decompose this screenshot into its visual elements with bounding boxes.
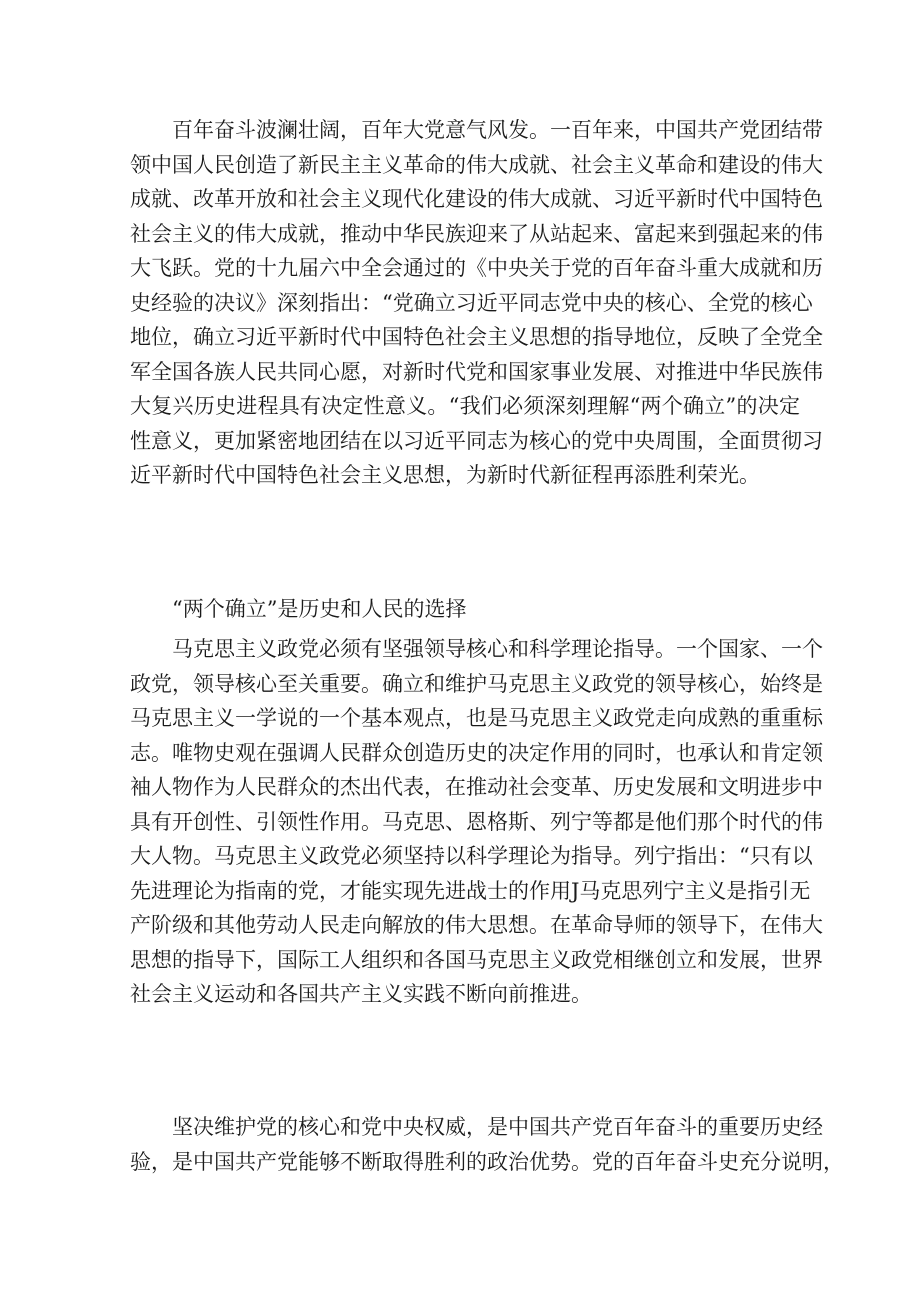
paragraph-line: 验，是中国共产党能够不断取得胜利的政治优势。党的百年奋斗史充分说明， bbox=[130, 1149, 844, 1174]
paragraph-line: 具有开创性、引领性作用。马克思、恩格斯、列宁等都是他们那个时代的伟 bbox=[130, 809, 823, 834]
paragraph-line: 大人物。马克思主义政党必须坚持以科学理论为指导。列宁指出：“只有以 bbox=[130, 844, 813, 868]
paragraph-line: 成就、改革开放和社会主义现代化建设的伟大成就、习近平新时代中国特色 bbox=[130, 187, 823, 211]
paragraph-line: 志。唯物史观在强调人民群众创造历史的决定作用的同时，也承认和肯定领 bbox=[130, 740, 823, 765]
paragraph-2 bbox=[130, 632, 823, 1012]
paragraph-line: 马克思主义一学说的一个基本观点，也是马克思主义政党走向成熟的重重标 bbox=[130, 706, 823, 730]
section-heading: “两个确立”是历史和人民的选择 bbox=[172, 597, 467, 621]
paragraph-line: 百年奋斗波澜壮阔，百年大党意气风发。一百年来，中国共产党团结带 bbox=[172, 118, 823, 142]
paragraph-line: 地位，确立习近平新时代中国特色社会主义思想的指导地位，反映了全党全 bbox=[130, 325, 823, 349]
paragraph-line: 先进理论为指南的党，才能实现先进战士的作用J马克思列宁主义是指引无 bbox=[130, 878, 811, 903]
paragraph-line: 军全国各族人民共同心愿，对新时代党和国家事业发展、对推进中华民族伟 bbox=[130, 359, 823, 384]
paragraph-line: 马克思主义政党必须有坚强领导核心和科学理论指导。一个国家、一个 bbox=[172, 637, 823, 661]
paragraph-3 bbox=[130, 1110, 844, 1179]
paragraph-line: 近平新时代中国特色社会主义思想，为新时代新征程再添胜利荣光。 bbox=[130, 463, 760, 487]
paragraph-line: 大复兴历史进程具有决定性意义。“我们必须深刻理解“两个确立”的决定 bbox=[130, 394, 800, 418]
paragraph-line: 性意义，更加紧密地团结在以习近平同志为核心的党中央周围，全面贯彻习 bbox=[130, 428, 823, 453]
paragraph-line: 社会主义运动和各国共产主义实践不断向前推进。 bbox=[130, 982, 592, 1006]
paragraph-line: 产阶级和其他劳动人民走向解放的伟大思想。在革命导师的领导下，在伟大 bbox=[130, 913, 823, 937]
paragraph-line: 大飞跃。党的十九届六中全会通过的《中央关于党的百年奋斗重大成就和历 bbox=[130, 256, 823, 280]
paragraph-line: 袖人物作为人民群众的杰出代表，在推动社会变革、历史发展和文明进步中 bbox=[130, 775, 823, 799]
paragraph-line: 领中国人民创造了新民主主义革命的伟大成就、社会主义革命和建设的伟大 bbox=[130, 152, 823, 177]
paragraph-line: 政党，领导核心至关重要。确立和维护马克思主义政党的领导核心，始终是 bbox=[130, 671, 823, 696]
paragraph-line: 史经验的决议》深刻指出：“党确立习近平同志党中央的核心、全党的核心 bbox=[130, 290, 813, 315]
paragraph-line: 思想的指导下，国际工人组织和各国马克思主义政党相继创立和发展，世界 bbox=[130, 947, 823, 972]
paragraph-1 bbox=[130, 113, 823, 493]
paragraph-line: 坚决维护党的核心和党中央权威，是中国共产党百年奋斗的重要历史经 bbox=[172, 1115, 823, 1139]
section-heading-block bbox=[130, 592, 800, 627]
paragraph-line: 社会主义的伟大成就，推动中华民族迎来了从站起来、富起来到强起来的伟 bbox=[130, 221, 823, 246]
